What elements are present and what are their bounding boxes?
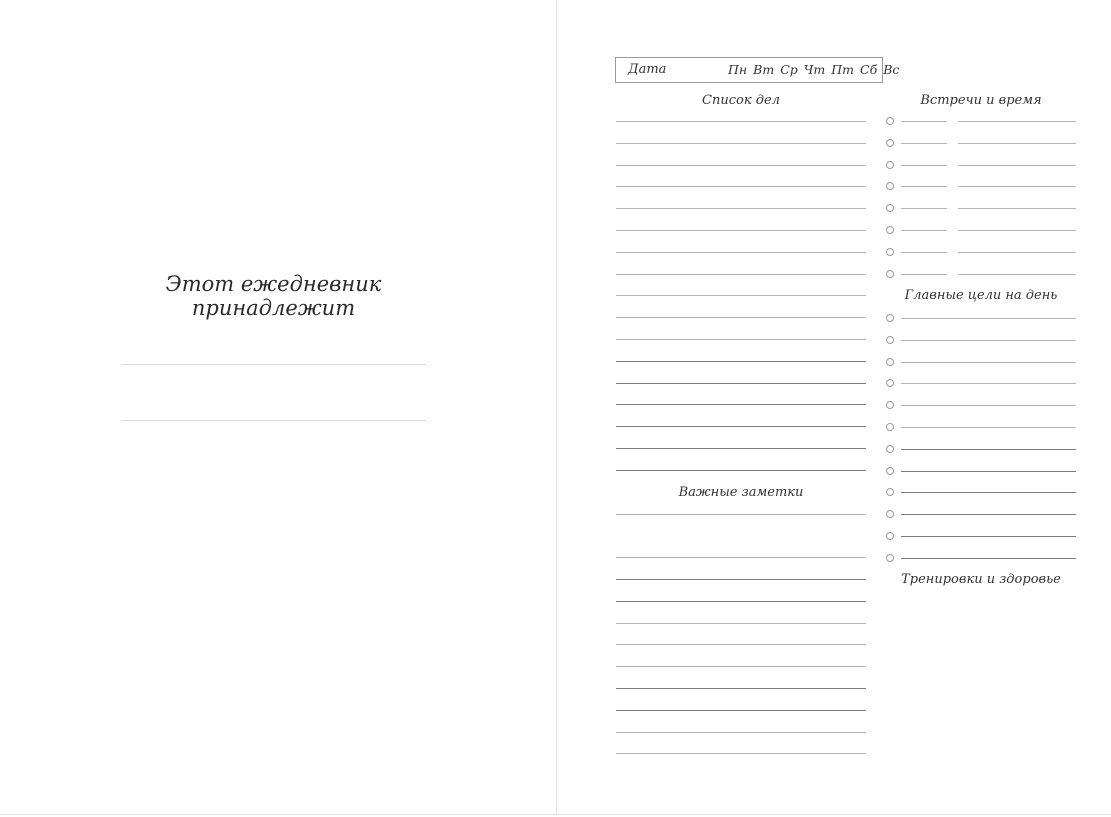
todo-line <box>616 274 866 275</box>
meetings-heading: Встречи и время <box>920 93 1042 108</box>
todo-line <box>616 404 866 405</box>
date-box[interactable] <box>615 57 900 83</box>
notes-line <box>616 514 866 515</box>
meeting-time-line <box>901 274 947 275</box>
checkbox-circle-icon <box>886 379 894 387</box>
owner-title: Этот ежедневник принадлежит <box>165 272 382 320</box>
todo-line <box>616 186 866 187</box>
meeting-time-line <box>901 208 947 209</box>
goal-line <box>901 427 1076 428</box>
meeting-line <box>958 274 1076 275</box>
notes-line <box>616 601 866 602</box>
checkbox-circle-icon <box>886 510 894 518</box>
checkbox-circle-icon <box>886 554 894 562</box>
goals-heading: Главные цели на день <box>904 288 1058 303</box>
weekday-tue[interactable]: Вт <box>753 62 775 77</box>
todo-line <box>616 383 866 384</box>
notes-line <box>616 710 866 711</box>
notes-line <box>616 753 866 754</box>
checkbox-circle-icon <box>886 161 894 169</box>
checkbox-circle-icon <box>886 532 894 540</box>
weekday-list <box>728 62 899 77</box>
checkbox-circle-icon <box>886 226 894 234</box>
notes-line <box>616 557 866 558</box>
goal-line <box>901 514 1076 515</box>
todo-line <box>616 121 866 122</box>
goal-line <box>901 558 1076 559</box>
checkbox-circle-icon <box>886 182 894 190</box>
meeting-line <box>958 230 1076 231</box>
goal-line <box>901 536 1076 537</box>
weekday-fri[interactable]: Пт <box>831 62 855 77</box>
meeting-time-line <box>901 165 947 166</box>
meeting-time-line <box>901 252 947 253</box>
todo-line <box>616 252 866 253</box>
meeting-line <box>958 121 1076 122</box>
meeting-line <box>958 186 1076 187</box>
goal-line <box>901 405 1076 406</box>
checkbox-circle-icon <box>886 139 894 147</box>
checkbox-circle-icon <box>886 467 894 475</box>
meeting-time-line <box>901 230 947 231</box>
todo-line <box>616 295 866 296</box>
checkbox-circle-icon <box>886 401 894 409</box>
weekday-sat[interactable]: Сб <box>860 62 878 77</box>
checkbox-circle-icon <box>886 314 894 322</box>
checkbox-circle-icon <box>886 336 894 344</box>
goal-line <box>901 318 1076 319</box>
goal-line <box>901 471 1076 472</box>
goal-line <box>901 492 1076 493</box>
page-bottom-edge <box>0 814 1111 815</box>
todo-line <box>616 208 866 209</box>
todo-line <box>616 448 866 449</box>
health-heading: Тренировки и здоровье <box>901 572 1061 587</box>
todo-line <box>616 426 866 427</box>
checkbox-circle-icon <box>886 488 894 496</box>
goal-line <box>901 449 1076 450</box>
weekday-sun[interactable]: Вс <box>883 62 900 77</box>
goal-line <box>901 383 1076 384</box>
todo-heading: Список дел <box>702 93 780 108</box>
notes-heading: Важные заметки <box>678 485 804 500</box>
todo-line <box>616 317 866 318</box>
weekday-mon[interactable]: Пн <box>728 62 748 77</box>
todo-line <box>616 470 866 471</box>
meeting-line <box>958 143 1076 144</box>
notes-line <box>616 623 866 624</box>
todo-line <box>616 339 866 340</box>
date-label: Дата <box>628 62 667 77</box>
todo-line <box>616 143 866 144</box>
notes-line <box>616 579 866 580</box>
meeting-line <box>958 252 1076 253</box>
checkbox-circle-icon <box>886 358 894 366</box>
checkbox-circle-icon <box>886 117 894 125</box>
notes-line <box>616 732 866 733</box>
checkbox-circle-icon <box>886 445 894 453</box>
meeting-time-line <box>901 143 947 144</box>
goal-line <box>901 340 1076 341</box>
owner-name-line <box>121 420 426 421</box>
notes-line <box>616 688 866 689</box>
checkbox-circle-icon <box>886 423 894 431</box>
checkbox-circle-icon <box>886 270 894 278</box>
weekday-wed[interactable]: Ср <box>780 62 798 77</box>
weekday-thu[interactable]: Чт <box>803 62 826 77</box>
meeting-line <box>958 165 1076 166</box>
notes-line <box>616 644 866 645</box>
todo-line <box>616 165 866 166</box>
meeting-time-line <box>901 186 947 187</box>
page-divider <box>556 0 557 815</box>
goal-line <box>901 362 1076 363</box>
checkbox-circle-icon <box>886 248 894 256</box>
meeting-line <box>958 208 1076 209</box>
checkbox-circle-icon <box>886 204 894 212</box>
meeting-time-line <box>901 121 947 122</box>
todo-line <box>616 230 866 231</box>
notes-line <box>616 666 866 667</box>
todo-line <box>616 361 866 362</box>
owner-name-line <box>121 364 426 365</box>
